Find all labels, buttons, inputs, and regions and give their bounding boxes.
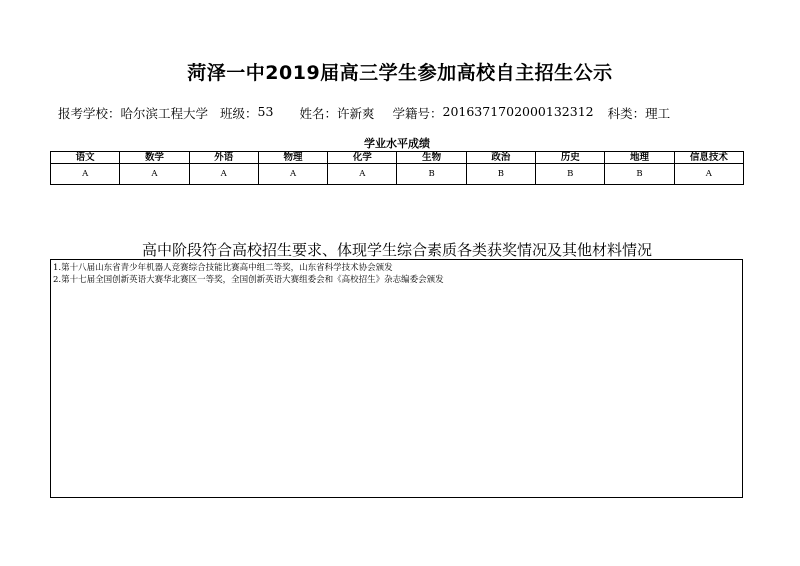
awards-box: [50, 259, 743, 498]
award-item: 2.第十七届全国创新英语大赛华北赛区一等奖，全国创新英语大赛组委会和《高校招生》杂志编委会颁发: [53, 275, 444, 285]
name-label: 姓名：: [299, 106, 337, 121]
grade-cell: B: [397, 164, 466, 185]
grade-cell: B: [605, 164, 674, 185]
track-label: 科类：: [607, 106, 646, 121]
class-field: [220, 104, 273, 122]
award-item: 1.第十八届山东省青少年机器人竞赛综合技能比赛高中组二等奖，山东省科学技术协会颁发: [53, 263, 393, 273]
student-id-value: 2016371702000132312: [442, 104, 594, 119]
grade-cell: A: [328, 164, 397, 185]
scores-header-row: [51, 152, 744, 164]
name-value: 许新爽: [336, 106, 375, 121]
grade-cell: A: [258, 164, 327, 185]
subject-header: 数学: [120, 152, 189, 164]
subject-header: 地理: [605, 152, 674, 164]
awards-title: 高中阶段符合高校招生要求、体现学生综合素质各类获奖情况及其他材料情况: [141, 241, 652, 259]
scores-grade-row: [51, 164, 744, 185]
track-field: [608, 104, 671, 122]
subject-header: 外语: [189, 152, 258, 164]
track-value: 理工: [645, 106, 671, 121]
subject-header: 物理: [258, 152, 327, 164]
grade-cell: A: [51, 164, 120, 185]
grade-cell: A: [120, 164, 189, 185]
subject-header: 生物: [397, 152, 466, 164]
grade-cell: A: [189, 164, 258, 185]
grade-cell: A: [674, 164, 743, 185]
school-value: 哈尔滨工程大学: [120, 106, 209, 121]
scores-title: 学业水平成绩: [364, 137, 430, 150]
subject-header: 化学: [328, 152, 397, 164]
student-id-field: [392, 104, 593, 122]
grade-cell: B: [536, 164, 605, 185]
school-label: 报考学校：: [58, 106, 121, 121]
class-label: 班级：: [220, 106, 258, 121]
student-id-label: 学籍号：: [392, 106, 443, 121]
subject-header: 语文: [51, 152, 120, 164]
page-title: 菏泽一中2019届高三学生参加高校自主招生公示: [187, 62, 613, 84]
grade-cell: B: [466, 164, 535, 185]
class-value: 53: [257, 104, 274, 119]
subject-header: 信息技术: [674, 152, 743, 164]
scores-table: [50, 151, 744, 185]
name-field: [299, 104, 374, 122]
subject-header: 政治: [466, 152, 535, 164]
school-field: [58, 104, 208, 122]
subject-header: 历史: [536, 152, 605, 164]
student-info-row: [58, 104, 782, 122]
